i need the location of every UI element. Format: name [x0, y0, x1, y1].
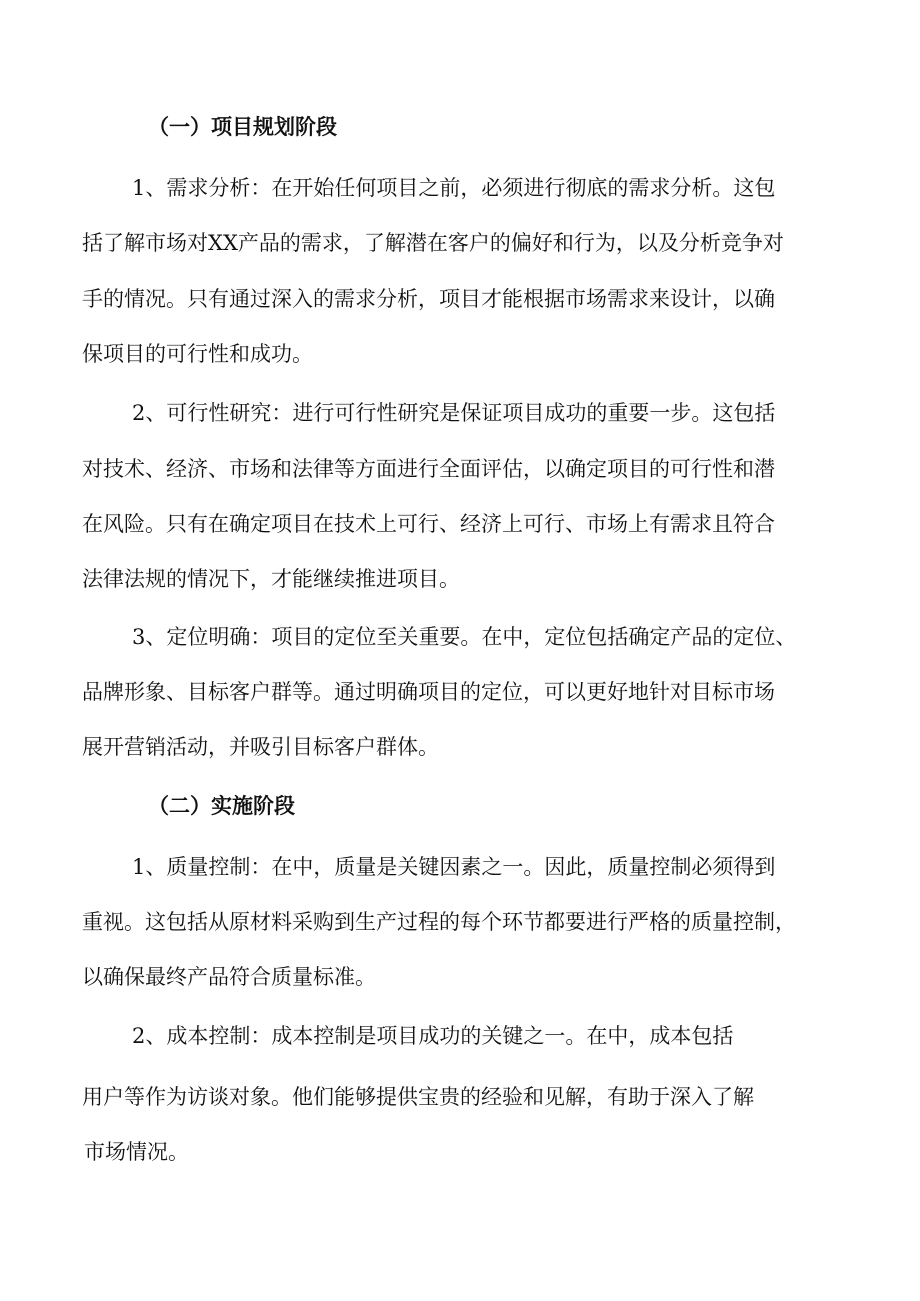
paragraph-line: 市场情况。 [84, 1140, 189, 1164]
paragraph-line: 2、成本控制：成本控制是项目成功的关键之一。在中，成本包括 [132, 1024, 734, 1048]
paragraph-line: 品牌形象、目标客户群等。通过明确项目的定位，可以更好地针对目标市场 [82, 680, 775, 704]
paragraph-line: 2、可行性研究：进行可行性研究是保证项目成功的重要一步。这包括 [132, 401, 776, 425]
paragraph-line: 1、质量控制：在中，质量是关键因素之一。因此，质量控制必须得到 [132, 855, 776, 879]
paragraph-line: 法律法规的情况下，才能继续推进项目。 [82, 567, 460, 591]
paragraph-line: 对技术、经济、市场和法律等方面进行全面评估，以确定项目的可行性和潜 [82, 457, 775, 481]
paragraph-line: 保项目的可行性和成功。 [82, 342, 313, 366]
section-heading-planning: （一）项目规划阶段 [148, 114, 337, 139]
paragraph-line: 用户等作为访谈对象。他们能够提供宝贵的经验和见解，有助于深入了解 [82, 1085, 754, 1109]
paragraph-line: 3、定位明确：项目的定位至关重要。在中，定位包括确定产品的定位、 [132, 625, 797, 649]
paragraph-line: 括了解市场对XX产品的需求，了解潜在客户的偏好和行为，以及分析竞争对 [82, 231, 784, 255]
section-heading-implementation: （二）实施阶段 [148, 793, 295, 818]
paragraph-line: 重视。这包括从原材料采购到生产过程的每个环节都要进行严格的质量控制， [82, 910, 796, 934]
paragraph-line: 以确保最终产品符合质量标准。 [82, 965, 376, 989]
paragraph-line: 展开营销活动，并吸引目标客户群体。 [82, 735, 439, 759]
paragraph-line: 1、需求分析：在开始任何项目之前，必须进行彻底的需求分析。这包 [132, 176, 776, 200]
paragraph-line: 手的情况。只有通过深入的需求分析，项目才能根据市场需求来设计，以确 [82, 287, 775, 311]
paragraph-line: 在风险。只有在确定项目在技术上可行、经济上可行、市场上有需求且符合 [82, 512, 775, 536]
